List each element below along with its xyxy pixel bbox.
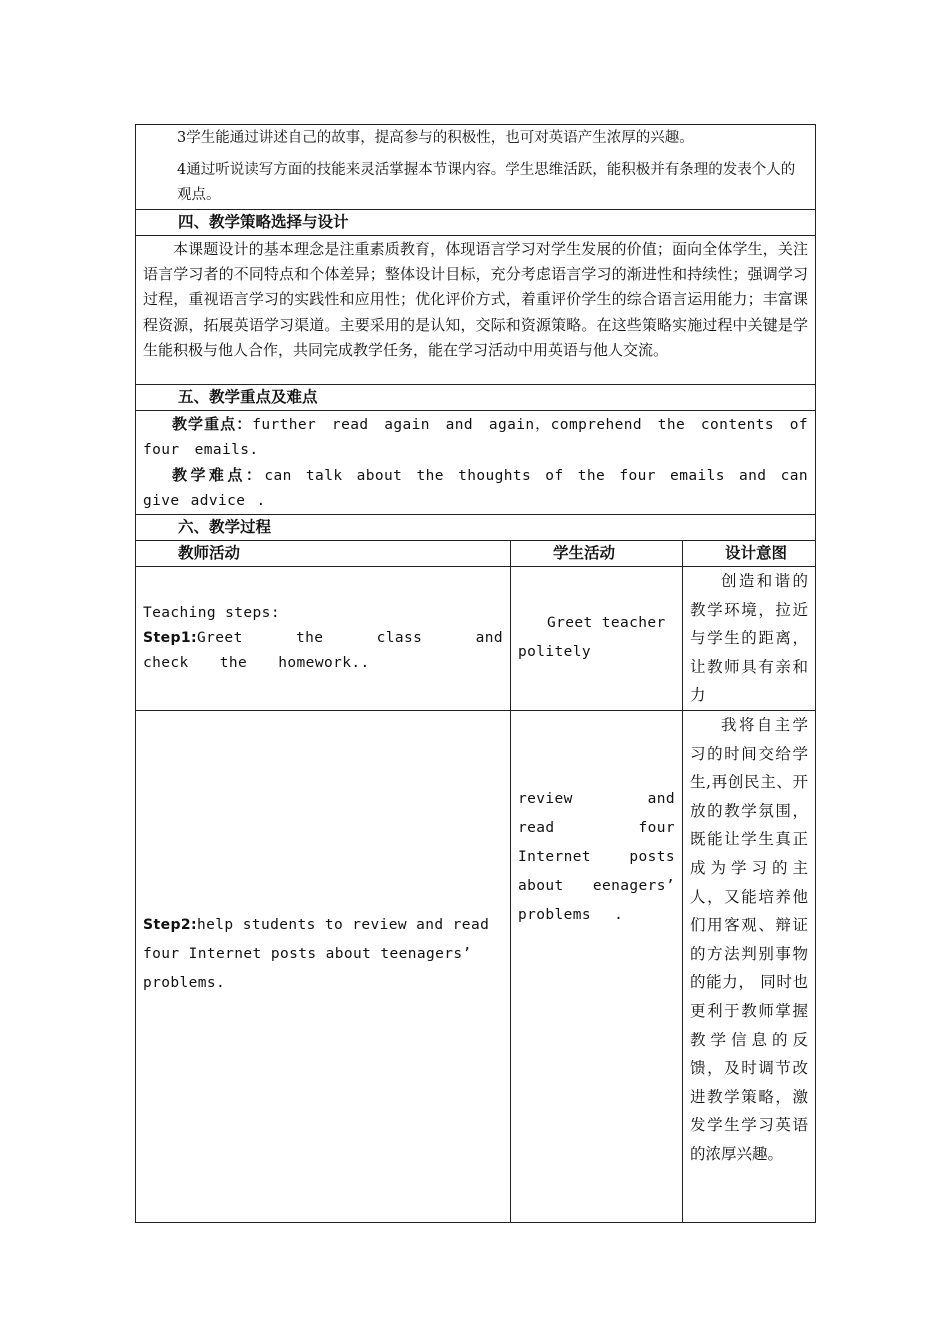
step1-teacher-text: Greet the class and check the homework.. xyxy=(143,629,503,671)
step2-intent-cell xyxy=(683,710,816,1222)
step1-student-cell xyxy=(511,567,683,711)
objective-3: 3学生能通过讲述自己的故事，提高参与的积极性，也可对英语产生浓厚的兴趣。 xyxy=(177,130,694,146)
step2-student-activity: review and read four Internet posts about eenagers’ problems . xyxy=(518,790,675,923)
col-teacher-activity: 教师活动 xyxy=(136,541,511,567)
difficult-points-text: can talk about the thoughts of the four emails and can give advice . xyxy=(143,468,809,509)
difficult-points xyxy=(143,463,808,514)
step1-teacher-activity xyxy=(143,626,503,676)
section4-body: 本课题设计的基本理念是注重素质教育，体现语言学习对学生发展的价值；面向全体学生，关注语言学习者的不同特点和个体差异；整体设计目标，充分考虑语言学习的渐进性和持续性；强调学习过程，重视语言学习的实践性和应用性；优化评价方式，着重评价学生的综合语言运用能力；丰富课程资源，拓展英语学习渠道。主要采用的是认知，交际和资源策略。在这些策略实施过程中关键是学生能积极与他人合作，共同完成教学任务，能在学习活动中用英语与他人交流。 xyxy=(143,240,809,359)
step2-label: Step2: xyxy=(143,916,198,933)
key-points-text: further read again and again，comprehend the contents of four emails. xyxy=(143,417,809,458)
key-points-label: 教学重点： xyxy=(172,415,253,433)
section5-body-row xyxy=(136,411,816,515)
step1-teacher-cell xyxy=(136,567,511,711)
lesson-plan-page xyxy=(135,124,815,1223)
process-row-step1 xyxy=(136,567,816,711)
section6-heading: 六、教学过程 xyxy=(136,515,816,541)
objectives-row xyxy=(136,125,816,210)
step2-design-intent: 我将自主学习的时间交给学生,再创民主、开放的教学氛围，既能让学生真正成为学习的主人，又能培养他们用客观、辩证的方法判别事物的能力， 同时也更利于教师掌握教学信息的反馈，及时调节改进教学策略，激发学生学习英语的浓厚兴趣。 xyxy=(690,715,809,1163)
col-student-activity: 学生活动 xyxy=(511,541,683,567)
section5-heading: 五、教学重点及难点 xyxy=(136,385,816,411)
key-points xyxy=(143,412,808,463)
step2-teacher-activity xyxy=(143,911,503,998)
process-header-row xyxy=(136,541,816,567)
teaching-steps-title: Teaching steps: xyxy=(143,604,280,621)
step1-label: Step1: xyxy=(143,629,198,646)
step1-intent-cell xyxy=(683,567,816,711)
col-design-intent: 设计意图 xyxy=(683,541,816,567)
difficult-points-label: 教学难点： xyxy=(172,466,265,484)
section6-heading-row xyxy=(136,515,816,541)
step1-student-activity: Greet teacher politely xyxy=(518,615,666,661)
process-row-step2 xyxy=(136,710,816,1222)
step2-teacher-text: help students to review and read four Internet posts about teenagers’ problems. xyxy=(143,916,490,991)
step1-design-intent: 创造和谐的教学环境，拉近与学生的距离，让教师具有亲和力 xyxy=(690,572,809,705)
objective-4: 4通过听说读写方面的技能来灵活掌握本节课内容。学生思维活跃，能积极并有条理的发表个人的观点。 xyxy=(177,162,796,203)
step2-teacher-cell xyxy=(136,710,511,1222)
section4-body-row xyxy=(136,236,816,385)
section4-heading: 四、教学策略选择与设计 xyxy=(136,210,816,236)
lesson-plan-table xyxy=(135,124,816,1223)
step2-student-cell xyxy=(511,710,683,1222)
section4-heading-row xyxy=(136,210,816,236)
section5-heading-row xyxy=(136,385,816,411)
